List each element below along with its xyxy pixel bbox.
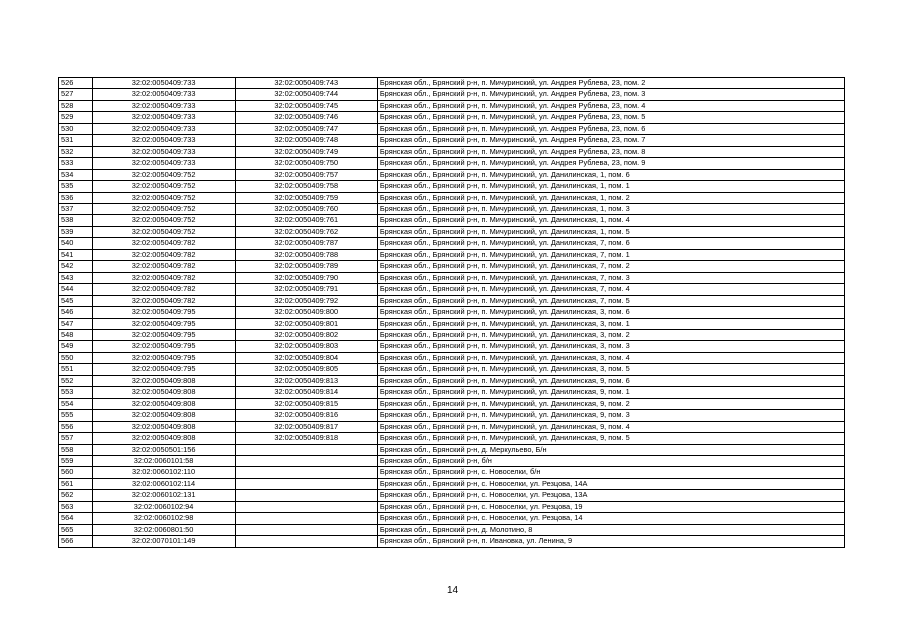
table-row	[59, 421, 845, 432]
parent-cadastral-number-cell: 32:02:0050409:808	[92, 410, 235, 421]
row-number-cell: 529	[59, 112, 93, 123]
row-number-cell: 545	[59, 295, 93, 306]
address-cell: Брянская обл., Брянский р-н, п. Мичуринский, ул. Данилинская, 3, пом. 2	[377, 329, 844, 340]
row-number-cell: 540	[59, 238, 93, 249]
table-row	[59, 123, 845, 134]
cadastral-number-cell: 32:02:0050409:801	[235, 318, 377, 329]
cadastral-number-cell: 32:02:0050409:790	[235, 272, 377, 283]
table-row	[59, 398, 845, 409]
parent-cadastral-number-cell: 32:02:0050409:733	[92, 146, 235, 157]
row-number-cell: 557	[59, 433, 93, 444]
table-row	[59, 410, 845, 421]
row-number-cell: 536	[59, 192, 93, 203]
row-number-cell: 550	[59, 352, 93, 363]
address-cell: Брянская обл., Брянский р-н, п. Мичуринский, ул. Данилинская, 3, пом. 1	[377, 318, 844, 329]
cadastral-number-cell: 32:02:0050409:749	[235, 146, 377, 157]
cadastral-number-cell: 32:02:0050409:792	[235, 295, 377, 306]
cadastral-number-cell: 32:02:0050409:814	[235, 387, 377, 398]
address-cell: Брянская обл., Брянский р-н, п. Мичуринский, ул. Данилинская, 7, пом. 3	[377, 272, 844, 283]
address-cell: Брянская обл., Брянский р-н, п. Мичуринский, ул. Данилинская, 3, пом. 3	[377, 341, 844, 352]
address-cell: Брянская обл., Брянский р-н, п. Мичуринский, ул. Андрея Рублева, 23, пом. 2	[377, 78, 844, 89]
table-row	[59, 352, 845, 363]
table-row	[59, 501, 845, 512]
row-number-cell: 530	[59, 123, 93, 134]
table-row	[59, 318, 845, 329]
table-row	[59, 215, 845, 226]
table-row	[59, 490, 845, 501]
address-cell: Брянская обл., Брянский р-н, п. Мичуринский, ул. Данилинская, 1, пом. 3	[377, 203, 844, 214]
address-cell: Брянская обл., Брянский р-н, с. Новоселки, ул. Резцова, 14А	[377, 478, 844, 489]
parent-cadastral-number-cell: 32:02:0060101:58	[92, 455, 235, 466]
address-cell: Брянская обл., Брянский р-н, п. Мичуринский, ул. Данилинская, 1, пом. 6	[377, 169, 844, 180]
address-cell: Брянская обл., Брянский р-н, п. Мичуринский, ул. Андрея Рублева, 23, пом. 9	[377, 158, 844, 169]
parent-cadastral-number-cell: 32:02:0050409:733	[92, 89, 235, 100]
address-cell: Брянская обл., Брянский р-н, д. Молотино, 8	[377, 524, 844, 535]
row-number-cell: 553	[59, 387, 93, 398]
table-row	[59, 100, 845, 111]
table-row	[59, 478, 845, 489]
cadastral-number-cell: 32:02:0050409:758	[235, 181, 377, 192]
cadastral-number-cell: 32:02:0050409:762	[235, 226, 377, 237]
cadastral-number-cell: 32:02:0050409:787	[235, 238, 377, 249]
table-row	[59, 433, 845, 444]
table-row	[59, 341, 845, 352]
address-cell: Брянская обл., Брянский р-н, п. Мичуринский, ул. Данилинская, 9, пом. 5	[377, 433, 844, 444]
table-row	[59, 272, 845, 283]
table-row	[59, 387, 845, 398]
table-row	[59, 112, 845, 123]
address-cell: Брянская обл., Брянский р-н, п. Мичуринский, ул. Данилинская, 7, пом. 6	[377, 238, 844, 249]
row-number-cell: 563	[59, 501, 93, 512]
row-number-cell: 531	[59, 135, 93, 146]
address-cell: Брянская обл., Брянский р-н, д. Меркульево, Б/н	[377, 444, 844, 455]
address-cell: Брянская обл., Брянский р-н, п. Мичуринский, ул. Данилинская, 1, пом. 4	[377, 215, 844, 226]
row-number-cell: 548	[59, 329, 93, 340]
parent-cadastral-number-cell: 32:02:0050409:733	[92, 158, 235, 169]
row-number-cell: 537	[59, 203, 93, 214]
cadastral-number-cell: 32:02:0050409:818	[235, 433, 377, 444]
cadastral-number-cell: 32:02:0050409:744	[235, 89, 377, 100]
table-row	[59, 467, 845, 478]
address-cell: Брянская обл., Брянский р-н, с. Новоселки, б/н	[377, 467, 844, 478]
parent-cadastral-number-cell: 32:02:0050409:782	[92, 295, 235, 306]
parent-cadastral-number-cell: 32:02:0050409:795	[92, 364, 235, 375]
parent-cadastral-number-cell: 32:02:0050409:752	[92, 203, 235, 214]
address-cell: Брянская обл., Брянский р-н, п. Мичуринский, ул. Данилинская, 9, пом. 3	[377, 410, 844, 421]
cadastral-number-cell	[235, 524, 377, 535]
row-number-cell: 549	[59, 341, 93, 352]
address-cell: Брянская обл., Брянский р-н, п. Мичуринский, ул. Данилинская, 7, пом. 5	[377, 295, 844, 306]
address-cell: Брянская обл., Брянский р-н, п. Мичуринский, ул. Данилинская, 7, пом. 1	[377, 249, 844, 260]
address-cell: Брянская обл., Брянский р-н, п. Мичуринский, ул. Данилинская, 9, пом. 6	[377, 375, 844, 386]
address-cell: Брянская обл., Брянский р-н, п. Мичуринский, ул. Андрея Рублева, 23, пом. 6	[377, 123, 844, 134]
cadastral-table	[58, 77, 845, 548]
parent-cadastral-number-cell: 32:02:0050409:733	[92, 78, 235, 89]
table-row	[59, 364, 845, 375]
table-row	[59, 135, 845, 146]
table-row	[59, 181, 845, 192]
row-number-cell: 556	[59, 421, 93, 432]
cadastral-number-cell: 32:02:0050409:805	[235, 364, 377, 375]
parent-cadastral-number-cell: 32:02:0060102:98	[92, 513, 235, 524]
cadastral-number-cell: 32:02:0050409:746	[235, 112, 377, 123]
cadastral-number-cell	[235, 536, 377, 547]
row-number-cell: 541	[59, 249, 93, 260]
table-row	[59, 455, 845, 466]
cadastral-number-cell: 32:02:0050409:760	[235, 203, 377, 214]
cadastral-number-cell: 32:02:0050409:803	[235, 341, 377, 352]
address-cell: Брянская обл., Брянский р-н, п. Мичуринский, ул. Данилинская, 9, пом. 2	[377, 398, 844, 409]
address-cell: Брянская обл., Брянский р-н, с. Новоселки, ул. Резцова, 19	[377, 501, 844, 512]
cadastral-number-cell	[235, 501, 377, 512]
table-row	[59, 284, 845, 295]
table-row	[59, 375, 845, 386]
table-row	[59, 78, 845, 89]
parent-cadastral-number-cell: 32:02:0050409:795	[92, 329, 235, 340]
row-number-cell: 528	[59, 100, 93, 111]
row-number-cell: 564	[59, 513, 93, 524]
address-cell: Брянская обл., Брянский р-н, п. Мичуринский, ул. Данилинская, 3, пом. 4	[377, 352, 844, 363]
parent-cadastral-number-cell: 32:02:0050409:808	[92, 398, 235, 409]
page-number: 14	[446, 585, 459, 596]
parent-cadastral-number-cell: 32:02:0060801:50	[92, 524, 235, 535]
cadastral-number-cell: 32:02:0050409:816	[235, 410, 377, 421]
cadastral-number-cell: 32:02:0050409:761	[235, 215, 377, 226]
cadastral-number-cell: 32:02:0050409:817	[235, 421, 377, 432]
address-cell: Брянская обл., Брянский р-н, п. Мичуринский, ул. Андрея Рублева, 23, пом. 5	[377, 112, 844, 123]
table-row	[59, 307, 845, 318]
row-number-cell: 538	[59, 215, 93, 226]
parent-cadastral-number-cell: 32:02:0050409:795	[92, 352, 235, 363]
table-row	[59, 536, 845, 547]
cadastral-number-cell: 32:02:0050409:750	[235, 158, 377, 169]
cadastral-number-cell: 32:02:0050409:759	[235, 192, 377, 203]
address-cell: Брянская обл., Брянский р-н, с. Новоселки, ул. Резцова, 14	[377, 513, 844, 524]
address-cell: Брянская обл., Брянский р-н, п. Ивановка, ул. Ленина, 9	[377, 536, 844, 547]
row-number-cell: 527	[59, 89, 93, 100]
row-number-cell: 539	[59, 226, 93, 237]
parent-cadastral-number-cell: 32:02:0060102:131	[92, 490, 235, 501]
cadastral-number-cell: 32:02:0050409:789	[235, 261, 377, 272]
cadastral-number-cell: 32:02:0050409:747	[235, 123, 377, 134]
table-row	[59, 226, 845, 237]
table-row	[59, 444, 845, 455]
cadastral-table-body	[59, 78, 845, 548]
cadastral-number-cell: 32:02:0050409:791	[235, 284, 377, 295]
parent-cadastral-number-cell: 32:02:0060102:114	[92, 478, 235, 489]
parent-cadastral-number-cell: 32:02:0050409:733	[92, 135, 235, 146]
parent-cadastral-number-cell: 32:02:0060102:94	[92, 501, 235, 512]
cadastral-number-cell: 32:02:0050409:748	[235, 135, 377, 146]
cadastral-number-cell: 32:02:0050409:788	[235, 249, 377, 260]
parent-cadastral-number-cell: 32:02:0050409:752	[92, 169, 235, 180]
row-number-cell: 558	[59, 444, 93, 455]
parent-cadastral-number-cell: 32:02:0070101:149	[92, 536, 235, 547]
row-number-cell: 551	[59, 364, 93, 375]
cadastral-number-cell: 32:02:0050409:745	[235, 100, 377, 111]
parent-cadastral-number-cell: 32:02:0050409:808	[92, 421, 235, 432]
table-row	[59, 192, 845, 203]
cadastral-number-cell: 32:02:0050409:802	[235, 329, 377, 340]
address-cell: Брянская обл., Брянский р-н, п. Мичуринский, ул. Андрея Рублева, 23, пом. 4	[377, 100, 844, 111]
parent-cadastral-number-cell: 32:02:0050409:808	[92, 375, 235, 386]
table-row	[59, 89, 845, 100]
row-number-cell: 562	[59, 490, 93, 501]
table-row	[59, 295, 845, 306]
row-number-cell: 544	[59, 284, 93, 295]
table-row	[59, 146, 845, 157]
row-number-cell: 546	[59, 307, 93, 318]
row-number-cell: 535	[59, 181, 93, 192]
table-row	[59, 238, 845, 249]
parent-cadastral-number-cell: 32:02:0050409:808	[92, 387, 235, 398]
row-number-cell: 555	[59, 410, 93, 421]
parent-cadastral-number-cell: 32:02:0050409:752	[92, 192, 235, 203]
cadastral-number-cell	[235, 455, 377, 466]
parent-cadastral-number-cell: 32:02:0050409:752	[92, 215, 235, 226]
parent-cadastral-number-cell: 32:02:0050409:808	[92, 433, 235, 444]
address-cell: Брянская обл., Брянский р-н, п. Мичуринский, ул. Данилинская, 7, пом. 2	[377, 261, 844, 272]
table-row	[59, 261, 845, 272]
address-cell: Брянская обл., Брянский р-н, п. Мичуринский, ул. Данилинская, 9, пом. 1	[377, 387, 844, 398]
row-number-cell: 554	[59, 398, 93, 409]
row-number-cell: 559	[59, 455, 93, 466]
cadastral-number-cell	[235, 467, 377, 478]
row-number-cell: 533	[59, 158, 93, 169]
address-cell: Брянская обл., Брянский р-н, п. Мичуринский, ул. Данилинская, 3, пом. 6	[377, 307, 844, 318]
cadastral-number-cell: 32:02:0050409:804	[235, 352, 377, 363]
table-row	[59, 203, 845, 214]
row-number-cell: 547	[59, 318, 93, 329]
parent-cadastral-number-cell: 32:02:0050409:733	[92, 100, 235, 111]
table-row	[59, 329, 845, 340]
row-number-cell: 542	[59, 261, 93, 272]
address-cell: Брянская обл., Брянский р-н, п. Мичуринский, ул. Данилинская, 3, пом. 5	[377, 364, 844, 375]
address-cell: Брянская обл., Брянский р-н, п. Мичуринский, ул. Данилинская, 9, пом. 4	[377, 421, 844, 432]
address-cell: Брянская обл., Брянский р-н, п. Мичуринский, ул. Данилинская, 7, пом. 4	[377, 284, 844, 295]
row-number-cell: 561	[59, 478, 93, 489]
table-row	[59, 524, 845, 535]
parent-cadastral-number-cell: 32:02:0050501:156	[92, 444, 235, 455]
parent-cadastral-number-cell: 32:02:0050409:782	[92, 261, 235, 272]
parent-cadastral-number-cell: 32:02:0050409:733	[92, 112, 235, 123]
row-number-cell: 534	[59, 169, 93, 180]
address-cell: Брянская обл., Брянский р-н, с. Новоселки, ул. Резцова, 13А	[377, 490, 844, 501]
address-cell: Брянская обл., Брянский р-н, п. Мичуринский, ул. Данилинская, 1, пом. 1	[377, 181, 844, 192]
parent-cadastral-number-cell: 32:02:0050409:733	[92, 123, 235, 134]
table-row	[59, 169, 845, 180]
table-row	[59, 513, 845, 524]
address-cell: Брянская обл., Брянский р-н, п. Мичуринский, ул. Данилинская, 1, пом. 2	[377, 192, 844, 203]
cadastral-number-cell	[235, 513, 377, 524]
parent-cadastral-number-cell: 32:02:0050409:795	[92, 341, 235, 352]
cadastral-number-cell: 32:02:0050409:815	[235, 398, 377, 409]
cadastral-number-cell: 32:02:0050409:800	[235, 307, 377, 318]
row-number-cell: 532	[59, 146, 93, 157]
row-number-cell: 565	[59, 524, 93, 535]
cadastral-number-cell: 32:02:0050409:757	[235, 169, 377, 180]
row-number-cell: 526	[59, 78, 93, 89]
parent-cadastral-number-cell: 32:02:0050409:752	[92, 181, 235, 192]
address-cell: Брянская обл., Брянский р-н, п. Мичуринский, ул. Данилинская, 1, пом. 5	[377, 226, 844, 237]
row-number-cell: 566	[59, 536, 93, 547]
cadastral-number-cell	[235, 478, 377, 489]
row-number-cell: 543	[59, 272, 93, 283]
cadastral-number-cell	[235, 490, 377, 501]
table-row	[59, 249, 845, 260]
parent-cadastral-number-cell: 32:02:0050409:795	[92, 307, 235, 318]
address-cell: Брянская обл., Брянский р-н, п. Мичуринский, ул. Андрея Рублева, 23, пом. 3	[377, 89, 844, 100]
parent-cadastral-number-cell: 32:02:0050409:782	[92, 284, 235, 295]
table-row	[59, 158, 845, 169]
row-number-cell: 560	[59, 467, 93, 478]
cadastral-number-cell	[235, 444, 377, 455]
row-number-cell: 552	[59, 375, 93, 386]
address-cell: Брянская обл., Брянский р-н, п. Мичуринский, ул. Андрея Рублева, 23, пом. 7	[377, 135, 844, 146]
cadastral-number-cell: 32:02:0050409:813	[235, 375, 377, 386]
parent-cadastral-number-cell: 32:02:0050409:752	[92, 226, 235, 237]
parent-cadastral-number-cell: 32:02:0060102:110	[92, 467, 235, 478]
cadastral-number-cell: 32:02:0050409:743	[235, 78, 377, 89]
address-cell: Брянская обл., Брянский р-н, б/н	[377, 455, 844, 466]
parent-cadastral-number-cell: 32:02:0050409:795	[92, 318, 235, 329]
parent-cadastral-number-cell: 32:02:0050409:782	[92, 238, 235, 249]
parent-cadastral-number-cell: 32:02:0050409:782	[92, 272, 235, 283]
address-cell: Брянская обл., Брянский р-н, п. Мичуринский, ул. Андрея Рублева, 23, пом. 8	[377, 146, 844, 157]
parent-cadastral-number-cell: 32:02:0050409:782	[92, 249, 235, 260]
